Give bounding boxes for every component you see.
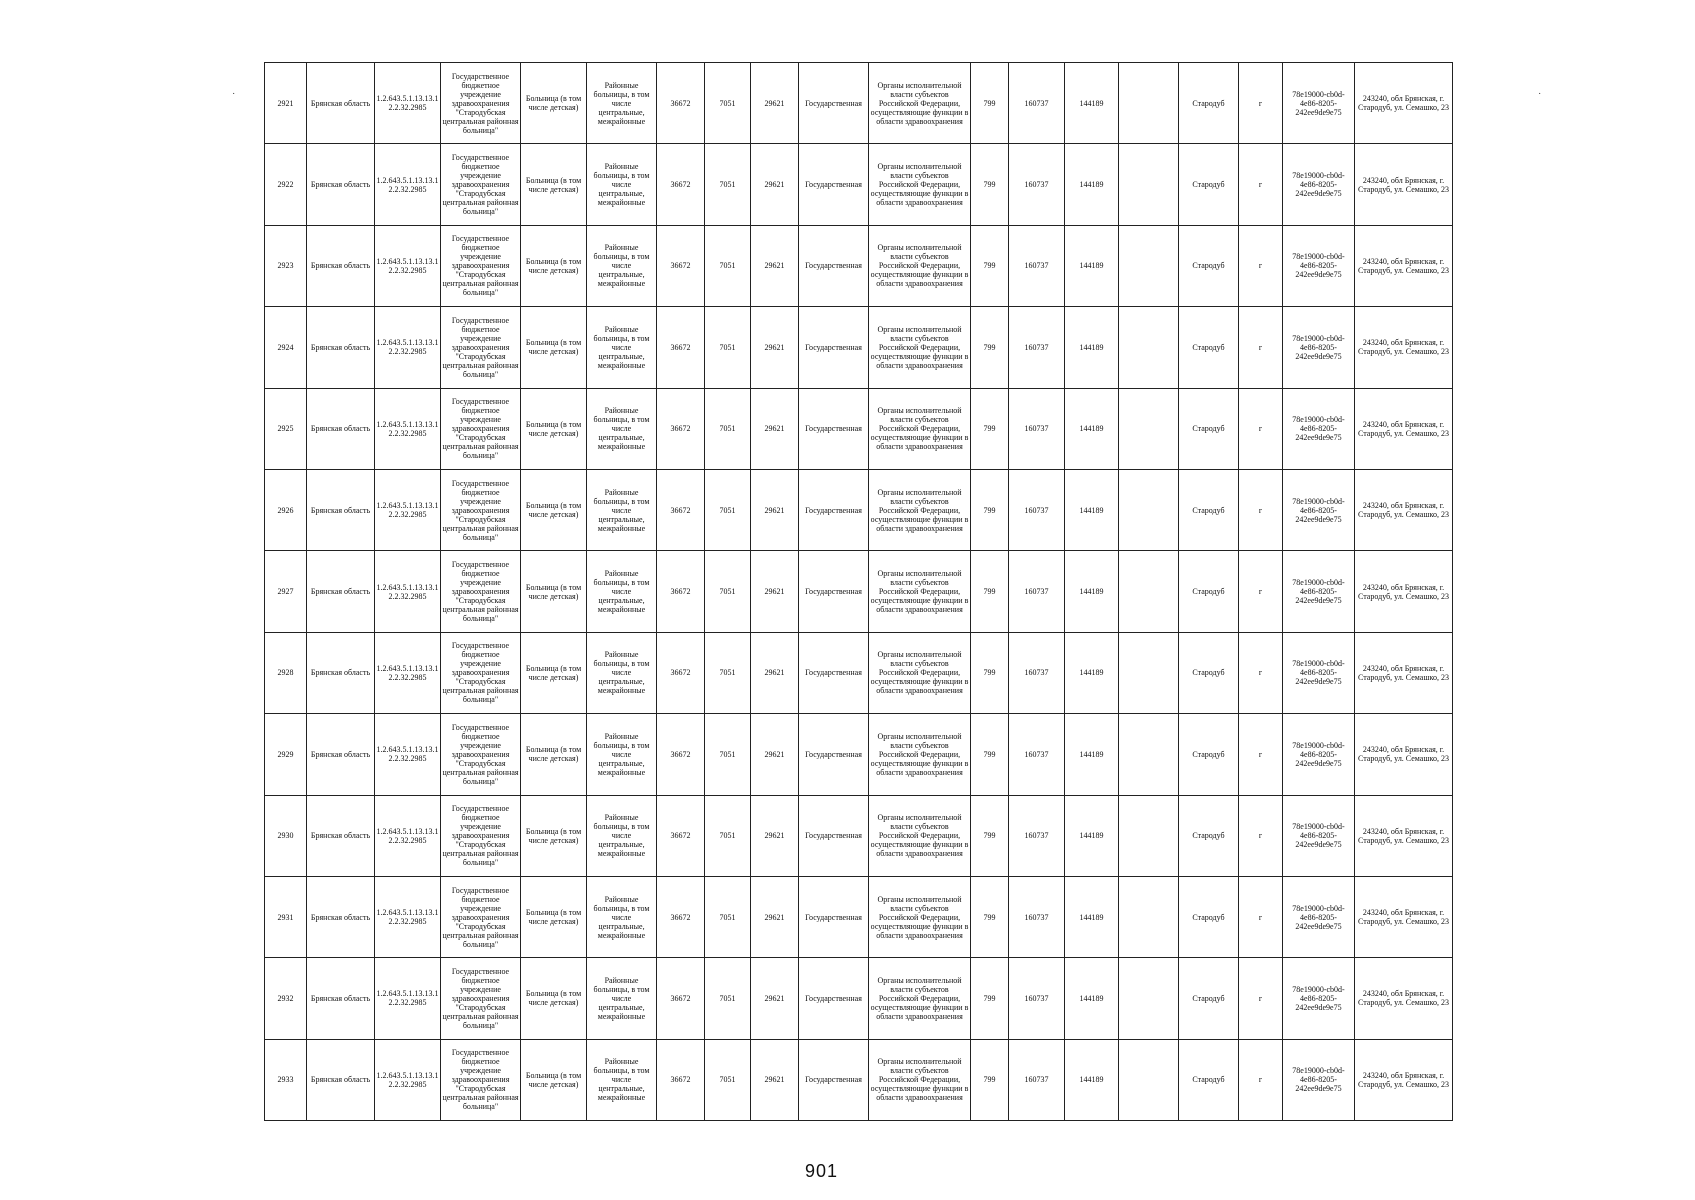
facility-type-cell: Больница (в том числе детская) [521, 632, 587, 713]
ownership-cell: Государственная [799, 876, 869, 957]
city-cell: Стародуб [1179, 388, 1239, 469]
scan-speck: ˙ [232, 92, 236, 103]
city-cell: Стародуб [1179, 307, 1239, 388]
row-number: 2921 [265, 63, 307, 144]
code-2-cell: 7051 [705, 144, 751, 225]
row-number: 2925 [265, 388, 307, 469]
code-4-cell: 799 [971, 225, 1009, 306]
code-1-cell: 36672 [657, 958, 705, 1039]
oid-code-cell: 1.2.643.5.1.13.13.12.2.32.2985 [375, 469, 441, 550]
settlement-type-cell: г [1239, 551, 1283, 632]
oid-code-cell: 1.2.643.5.1.13.13.12.2.32.2985 [375, 958, 441, 1039]
code-6-cell: 144189 [1065, 876, 1119, 957]
empty-cell [1119, 632, 1179, 713]
code-1-cell: 36672 [657, 144, 705, 225]
code-5-cell: 160737 [1009, 469, 1065, 550]
authority-cell: Органы исполнительной власти субъектов Российской Федерации, осуществляющие функции в области здравоохранения [869, 469, 971, 550]
code-5-cell: 160737 [1009, 144, 1065, 225]
authority-cell: Органы исполнительной власти субъектов Российской Федерации, осуществляющие функции в области здравоохранения [869, 551, 971, 632]
facility-subtype-cell: Районные больницы, в том числе центральные, межрайонные [587, 551, 657, 632]
organization-name-cell: Государственное бюджетное учреждение здравоохранения "Стародубская центральная районная больница" [441, 469, 521, 550]
ownership-cell: Государственная [799, 714, 869, 795]
code-6-cell: 144189 [1065, 632, 1119, 713]
code-1-cell: 36672 [657, 388, 705, 469]
row-number: 2930 [265, 795, 307, 876]
region-cell: Брянская область [307, 307, 375, 388]
table-row [265, 225, 1453, 306]
city-cell: Стародуб [1179, 795, 1239, 876]
code-1-cell: 36672 [657, 1039, 705, 1120]
facility-subtype-cell: Районные больницы, в том числе центральные, межрайонные [587, 144, 657, 225]
address-cell: 243240, обл Брянская, г. Стародуб, ул. Семашко, 23 [1355, 388, 1453, 469]
code-6-cell: 144189 [1065, 958, 1119, 1039]
authority-cell: Органы исполнительной власти субъектов Российской Федерации, осуществляющие функции в области здравоохранения [869, 958, 971, 1039]
authority-cell: Органы исполнительной власти субъектов Российской Федерации, осуществляющие функции в области здравоохранения [869, 307, 971, 388]
facility-type-cell: Больница (в том числе детская) [521, 1039, 587, 1120]
ownership-cell: Государственная [799, 958, 869, 1039]
facility-type-cell: Больница (в том числе детская) [521, 63, 587, 144]
city-cell: Стародуб [1179, 1039, 1239, 1120]
guid-cell: 78e19000-cb0d-4e86-8205-242ee9de9e75 [1283, 469, 1355, 550]
code-3-cell: 29621 [751, 225, 799, 306]
code-3-cell: 29621 [751, 469, 799, 550]
code-4-cell: 799 [971, 307, 1009, 388]
code-3-cell: 29621 [751, 388, 799, 469]
code-6-cell: 144189 [1065, 307, 1119, 388]
facility-subtype-cell: Районные больницы, в том числе центральные, межрайонные [587, 795, 657, 876]
empty-cell [1119, 795, 1179, 876]
region-cell: Брянская область [307, 551, 375, 632]
empty-cell [1119, 307, 1179, 388]
facility-subtype-cell: Районные больницы, в том числе центральные, межрайонные [587, 876, 657, 957]
region-cell: Брянская область [307, 876, 375, 957]
registry-rows [265, 63, 1453, 1121]
settlement-type-cell: г [1239, 876, 1283, 957]
code-2-cell: 7051 [705, 307, 751, 388]
code-2-cell: 7051 [705, 632, 751, 713]
city-cell: Стародуб [1179, 551, 1239, 632]
table-row [265, 551, 1453, 632]
code-4-cell: 799 [971, 714, 1009, 795]
address-cell: 243240, обл Брянская, г. Стародуб, ул. Семашко, 23 [1355, 795, 1453, 876]
empty-cell [1119, 225, 1179, 306]
code-5-cell: 160737 [1009, 307, 1065, 388]
table-row [265, 795, 1453, 876]
code-3-cell: 29621 [751, 795, 799, 876]
ownership-cell: Государственная [799, 632, 869, 713]
code-3-cell: 29621 [751, 144, 799, 225]
facility-type-cell: Больница (в том числе детская) [521, 225, 587, 306]
code-6-cell: 144189 [1065, 551, 1119, 632]
authority-cell: Органы исполнительной власти субъектов Российской Федерации, осуществляющие функции в области здравоохранения [869, 632, 971, 713]
code-1-cell: 36672 [657, 876, 705, 957]
city-cell: Стародуб [1179, 63, 1239, 144]
table-row [265, 388, 1453, 469]
code-2-cell: 7051 [705, 225, 751, 306]
facility-type-cell: Больница (в том числе детская) [521, 876, 587, 957]
code-1-cell: 36672 [657, 551, 705, 632]
code-2-cell: 7051 [705, 469, 751, 550]
ownership-cell: Государственная [799, 795, 869, 876]
table-row [265, 958, 1453, 1039]
code-5-cell: 160737 [1009, 958, 1065, 1039]
region-cell: Брянская область [307, 388, 375, 469]
code-6-cell: 144189 [1065, 795, 1119, 876]
city-cell: Стародуб [1179, 714, 1239, 795]
facility-subtype-cell: Районные больницы, в том числе центральные, межрайонные [587, 714, 657, 795]
table-row [265, 1039, 1453, 1120]
guid-cell: 78e19000-cb0d-4e86-8205-242ee9de9e75 [1283, 225, 1355, 306]
row-number: 2931 [265, 876, 307, 957]
facility-subtype-cell: Районные больницы, в том числе центральные, межрайонные [587, 225, 657, 306]
authority-cell: Органы исполнительной власти субъектов Российской Федерации, осуществляющие функции в области здравоохранения [869, 144, 971, 225]
organization-name-cell: Государственное бюджетное учреждение здравоохранения "Стародубская центральная районная больница" [441, 958, 521, 1039]
table-row [265, 63, 1453, 144]
city-cell: Стародуб [1179, 958, 1239, 1039]
facility-subtype-cell: Районные больницы, в том числе центральные, межрайонные [587, 307, 657, 388]
code-1-cell: 36672 [657, 63, 705, 144]
row-number: 2932 [265, 958, 307, 1039]
table-row [265, 144, 1453, 225]
facility-type-cell: Больница (в том числе детская) [521, 469, 587, 550]
settlement-type-cell: г [1239, 1039, 1283, 1120]
organization-name-cell: Государственное бюджетное учреждение здравоохранения "Стародубская центральная районная больница" [441, 225, 521, 306]
address-cell: 243240, обл Брянская, г. Стародуб, ул. Семашко, 23 [1355, 632, 1453, 713]
city-cell: Стародуб [1179, 632, 1239, 713]
guid-cell: 78e19000-cb0d-4e86-8205-242ee9de9e75 [1283, 714, 1355, 795]
region-cell: Брянская область [307, 795, 375, 876]
code-6-cell: 144189 [1065, 714, 1119, 795]
code-4-cell: 799 [971, 551, 1009, 632]
address-cell: 243240, обл Брянская, г. Стародуб, ул. Семашко, 23 [1355, 551, 1453, 632]
settlement-type-cell: г [1239, 795, 1283, 876]
facility-subtype-cell: Районные больницы, в том числе центральные, межрайонные [587, 958, 657, 1039]
oid-code-cell: 1.2.643.5.1.13.13.12.2.32.2985 [375, 307, 441, 388]
code-3-cell: 29621 [751, 876, 799, 957]
code-1-cell: 36672 [657, 307, 705, 388]
empty-cell [1119, 876, 1179, 957]
address-cell: 243240, обл Брянская, г. Стародуб, ул. Семашко, 23 [1355, 714, 1453, 795]
ownership-cell: Государственная [799, 225, 869, 306]
empty-cell [1119, 551, 1179, 632]
code-3-cell: 29621 [751, 714, 799, 795]
settlement-type-cell: г [1239, 63, 1283, 144]
region-cell: Брянская область [307, 632, 375, 713]
ownership-cell: Государственная [799, 1039, 869, 1120]
oid-code-cell: 1.2.643.5.1.13.13.12.2.32.2985 [375, 795, 441, 876]
settlement-type-cell: г [1239, 632, 1283, 713]
ownership-cell: Государственная [799, 63, 869, 144]
code-2-cell: 7051 [705, 876, 751, 957]
facility-subtype-cell: Районные больницы, в том числе центральные, межрайонные [587, 388, 657, 469]
empty-cell [1119, 388, 1179, 469]
authority-cell: Органы исполнительной власти субъектов Российской Федерации, осуществляющие функции в области здравоохранения [869, 876, 971, 957]
code-4-cell: 799 [971, 632, 1009, 713]
ownership-cell: Государственная [799, 551, 869, 632]
code-3-cell: 29621 [751, 1039, 799, 1120]
oid-code-cell: 1.2.643.5.1.13.13.12.2.32.2985 [375, 225, 441, 306]
facility-type-cell: Больница (в том числе детская) [521, 144, 587, 225]
guid-cell: 78e19000-cb0d-4e86-8205-242ee9de9e75 [1283, 632, 1355, 713]
organization-name-cell: Государственное бюджетное учреждение здравоохранения "Стародубская центральная районная больница" [441, 632, 521, 713]
oid-code-cell: 1.2.643.5.1.13.13.12.2.32.2985 [375, 63, 441, 144]
authority-cell: Органы исполнительной власти субъектов Российской Федерации, осуществляющие функции в области здравоохранения [869, 795, 971, 876]
facility-subtype-cell: Районные больницы, в том числе центральные, межрайонные [587, 632, 657, 713]
code-5-cell: 160737 [1009, 225, 1065, 306]
ownership-cell: Государственная [799, 144, 869, 225]
region-cell: Брянская область [307, 958, 375, 1039]
address-cell: 243240, обл Брянская, г. Стародуб, ул. Семашко, 23 [1355, 1039, 1453, 1120]
row-number: 2927 [265, 551, 307, 632]
table-row [265, 307, 1453, 388]
code-4-cell: 799 [971, 144, 1009, 225]
guid-cell: 78e19000-cb0d-4e86-8205-242ee9de9e75 [1283, 307, 1355, 388]
authority-cell: Органы исполнительной власти субъектов Российской Федерации, осуществляющие функции в области здравоохранения [869, 1039, 971, 1120]
guid-cell: 78e19000-cb0d-4e86-8205-242ee9de9e75 [1283, 551, 1355, 632]
code-5-cell: 160737 [1009, 1039, 1065, 1120]
row-number: 2929 [265, 714, 307, 795]
settlement-type-cell: г [1239, 958, 1283, 1039]
region-cell: Брянская область [307, 225, 375, 306]
facility-subtype-cell: Районные больницы, в том числе центральные, межрайонные [587, 1039, 657, 1120]
oid-code-cell: 1.2.643.5.1.13.13.12.2.32.2985 [375, 632, 441, 713]
code-4-cell: 799 [971, 469, 1009, 550]
city-cell: Стародуб [1179, 469, 1239, 550]
facility-type-cell: Больница (в том числе детская) [521, 551, 587, 632]
organization-name-cell: Государственное бюджетное учреждение здравоохранения "Стародубская центральная районная больница" [441, 714, 521, 795]
ownership-cell: Государственная [799, 469, 869, 550]
address-cell: 243240, обл Брянская, г. Стародуб, ул. Семашко, 23 [1355, 958, 1453, 1039]
organization-name-cell: Государственное бюджетное учреждение здравоохранения "Стародубская центральная районная больница" [441, 388, 521, 469]
guid-cell: 78e19000-cb0d-4e86-8205-242ee9de9e75 [1283, 958, 1355, 1039]
code-5-cell: 160737 [1009, 632, 1065, 713]
code-6-cell: 144189 [1065, 1039, 1119, 1120]
address-cell: 243240, обл Брянская, г. Стародуб, ул. Семашко, 23 [1355, 469, 1453, 550]
organization-name-cell: Государственное бюджетное учреждение здравоохранения "Стародубская центральная районная больница" [441, 307, 521, 388]
code-3-cell: 29621 [751, 632, 799, 713]
region-cell: Брянская область [307, 144, 375, 225]
region-cell: Брянская область [307, 1039, 375, 1120]
code-4-cell: 799 [971, 876, 1009, 957]
region-cell: Брянская область [307, 63, 375, 144]
code-2-cell: 7051 [705, 714, 751, 795]
facility-type-cell: Больница (в том числе детская) [521, 714, 587, 795]
code-5-cell: 160737 [1009, 551, 1065, 632]
page-number: 901 [805, 1161, 839, 1181]
address-cell: 243240, обл Брянская, г. Стародуб, ул. Семашко, 23 [1355, 63, 1453, 144]
city-cell: Стародуб [1179, 144, 1239, 225]
city-cell: Стародуб [1179, 876, 1239, 957]
settlement-type-cell: г [1239, 225, 1283, 306]
guid-cell: 78e19000-cb0d-4e86-8205-242ee9de9e75 [1283, 388, 1355, 469]
guid-cell: 78e19000-cb0d-4e86-8205-242ee9de9e75 [1283, 795, 1355, 876]
code-4-cell: 799 [971, 388, 1009, 469]
code-5-cell: 160737 [1009, 388, 1065, 469]
facility-type-cell: Больница (в том числе детская) [521, 307, 587, 388]
code-4-cell: 799 [971, 958, 1009, 1039]
code-2-cell: 7051 [705, 388, 751, 469]
code-5-cell: 160737 [1009, 795, 1065, 876]
address-cell: 243240, обл Брянская, г. Стародуб, ул. Семашко, 23 [1355, 144, 1453, 225]
oid-code-cell: 1.2.643.5.1.13.13.12.2.32.2985 [375, 144, 441, 225]
code-3-cell: 29621 [751, 551, 799, 632]
empty-cell [1119, 958, 1179, 1039]
settlement-type-cell: г [1239, 388, 1283, 469]
row-number: 2933 [265, 1039, 307, 1120]
settlement-type-cell: г [1239, 714, 1283, 795]
facility-type-cell: Больница (в том числе детская) [521, 795, 587, 876]
code-1-cell: 36672 [657, 469, 705, 550]
ownership-cell: Государственная [799, 307, 869, 388]
code-1-cell: 36672 [657, 714, 705, 795]
region-cell: Брянская область [307, 714, 375, 795]
code-2-cell: 7051 [705, 795, 751, 876]
ownership-cell: Государственная [799, 388, 869, 469]
settlement-type-cell: г [1239, 469, 1283, 550]
code-1-cell: 36672 [657, 795, 705, 876]
code-6-cell: 144189 [1065, 469, 1119, 550]
organization-name-cell: Государственное бюджетное учреждение здравоохранения "Стародубская центральная районная больница" [441, 63, 521, 144]
guid-cell: 78e19000-cb0d-4e86-8205-242ee9de9e75 [1283, 876, 1355, 957]
code-2-cell: 7051 [705, 551, 751, 632]
organization-name-cell: Государственное бюджетное учреждение здравоохранения "Стародубская центральная районная больница" [441, 795, 521, 876]
oid-code-cell: 1.2.643.5.1.13.13.12.2.32.2985 [375, 551, 441, 632]
authority-cell: Органы исполнительной власти субъектов Российской Федерации, осуществляющие функции в области здравоохранения [869, 63, 971, 144]
region-cell: Брянская область [307, 469, 375, 550]
organization-name-cell: Государственное бюджетное учреждение здравоохранения "Стародубская центральная районная больница" [441, 1039, 521, 1120]
scan-speck: ˙ [1538, 92, 1542, 103]
address-cell: 243240, обл Брянская, г. Стародуб, ул. Семашко, 23 [1355, 307, 1453, 388]
facility-subtype-cell: Районные больницы, в том числе центральные, межрайонные [587, 469, 657, 550]
authority-cell: Органы исполнительной власти субъектов Российской Федерации, осуществляющие функции в области здравоохранения [869, 225, 971, 306]
code-3-cell: 29621 [751, 63, 799, 144]
authority-cell: Органы исполнительной власти субъектов Российской Федерации, осуществляющие функции в области здравоохранения [869, 714, 971, 795]
address-cell: 243240, обл Брянская, г. Стародуб, ул. Семашко, 23 [1355, 225, 1453, 306]
organization-name-cell: Государственное бюджетное учреждение здравоохранения "Стародубская центральная районная больница" [441, 144, 521, 225]
code-1-cell: 36672 [657, 632, 705, 713]
code-2-cell: 7051 [705, 63, 751, 144]
row-number: 2926 [265, 469, 307, 550]
oid-code-cell: 1.2.643.5.1.13.13.12.2.32.2985 [375, 388, 441, 469]
facility-subtype-cell: Районные больницы, в том числе центральные, межрайонные [587, 63, 657, 144]
empty-cell [1119, 144, 1179, 225]
code-2-cell: 7051 [705, 958, 751, 1039]
row-number: 2923 [265, 225, 307, 306]
facility-type-cell: Больница (в том числе детская) [521, 388, 587, 469]
facility-type-cell: Больница (в том числе детская) [521, 958, 587, 1039]
code-5-cell: 160737 [1009, 63, 1065, 144]
table-row [265, 632, 1453, 713]
settlement-type-cell: г [1239, 144, 1283, 225]
row-number: 2922 [265, 144, 307, 225]
code-6-cell: 144189 [1065, 63, 1119, 144]
organization-name-cell: Государственное бюджетное учреждение здравоохранения "Стародубская центральная районная больница" [441, 876, 521, 957]
code-4-cell: 799 [971, 63, 1009, 144]
oid-code-cell: 1.2.643.5.1.13.13.12.2.32.2985 [375, 1039, 441, 1120]
code-4-cell: 799 [971, 795, 1009, 876]
settlement-type-cell: г [1239, 307, 1283, 388]
code-1-cell: 36672 [657, 225, 705, 306]
table-row [265, 876, 1453, 957]
empty-cell [1119, 469, 1179, 550]
empty-cell [1119, 63, 1179, 144]
row-number: 2928 [265, 632, 307, 713]
guid-cell: 78e19000-cb0d-4e86-8205-242ee9de9e75 [1283, 1039, 1355, 1120]
organization-name-cell: Государственное бюджетное учреждение здравоохранения "Стародубская центральная районная больница" [441, 551, 521, 632]
code-4-cell: 799 [971, 1039, 1009, 1120]
registry-table [264, 62, 1453, 1121]
table-row [265, 714, 1453, 795]
code-6-cell: 144189 [1065, 388, 1119, 469]
guid-cell: 78e19000-cb0d-4e86-8205-242ee9de9e75 [1283, 144, 1355, 225]
row-number: 2924 [265, 307, 307, 388]
city-cell: Стародуб [1179, 225, 1239, 306]
guid-cell: 78e19000-cb0d-4e86-8205-242ee9de9e75 [1283, 63, 1355, 144]
code-3-cell: 29621 [751, 958, 799, 1039]
code-6-cell: 144189 [1065, 144, 1119, 225]
oid-code-cell: 1.2.643.5.1.13.13.12.2.32.2985 [375, 876, 441, 957]
oid-code-cell: 1.2.643.5.1.13.13.12.2.32.2985 [375, 714, 441, 795]
address-cell: 243240, обл Брянская, г. Стародуб, ул. Семашко, 23 [1355, 876, 1453, 957]
table-row [265, 469, 1453, 550]
code-3-cell: 29621 [751, 307, 799, 388]
code-5-cell: 160737 [1009, 714, 1065, 795]
code-5-cell: 160737 [1009, 876, 1065, 957]
code-2-cell: 7051 [705, 1039, 751, 1120]
empty-cell [1119, 714, 1179, 795]
authority-cell: Органы исполнительной власти субъектов Российской Федерации, осуществляющие функции в области здравоохранения [869, 388, 971, 469]
empty-cell [1119, 1039, 1179, 1120]
code-6-cell: 144189 [1065, 225, 1119, 306]
